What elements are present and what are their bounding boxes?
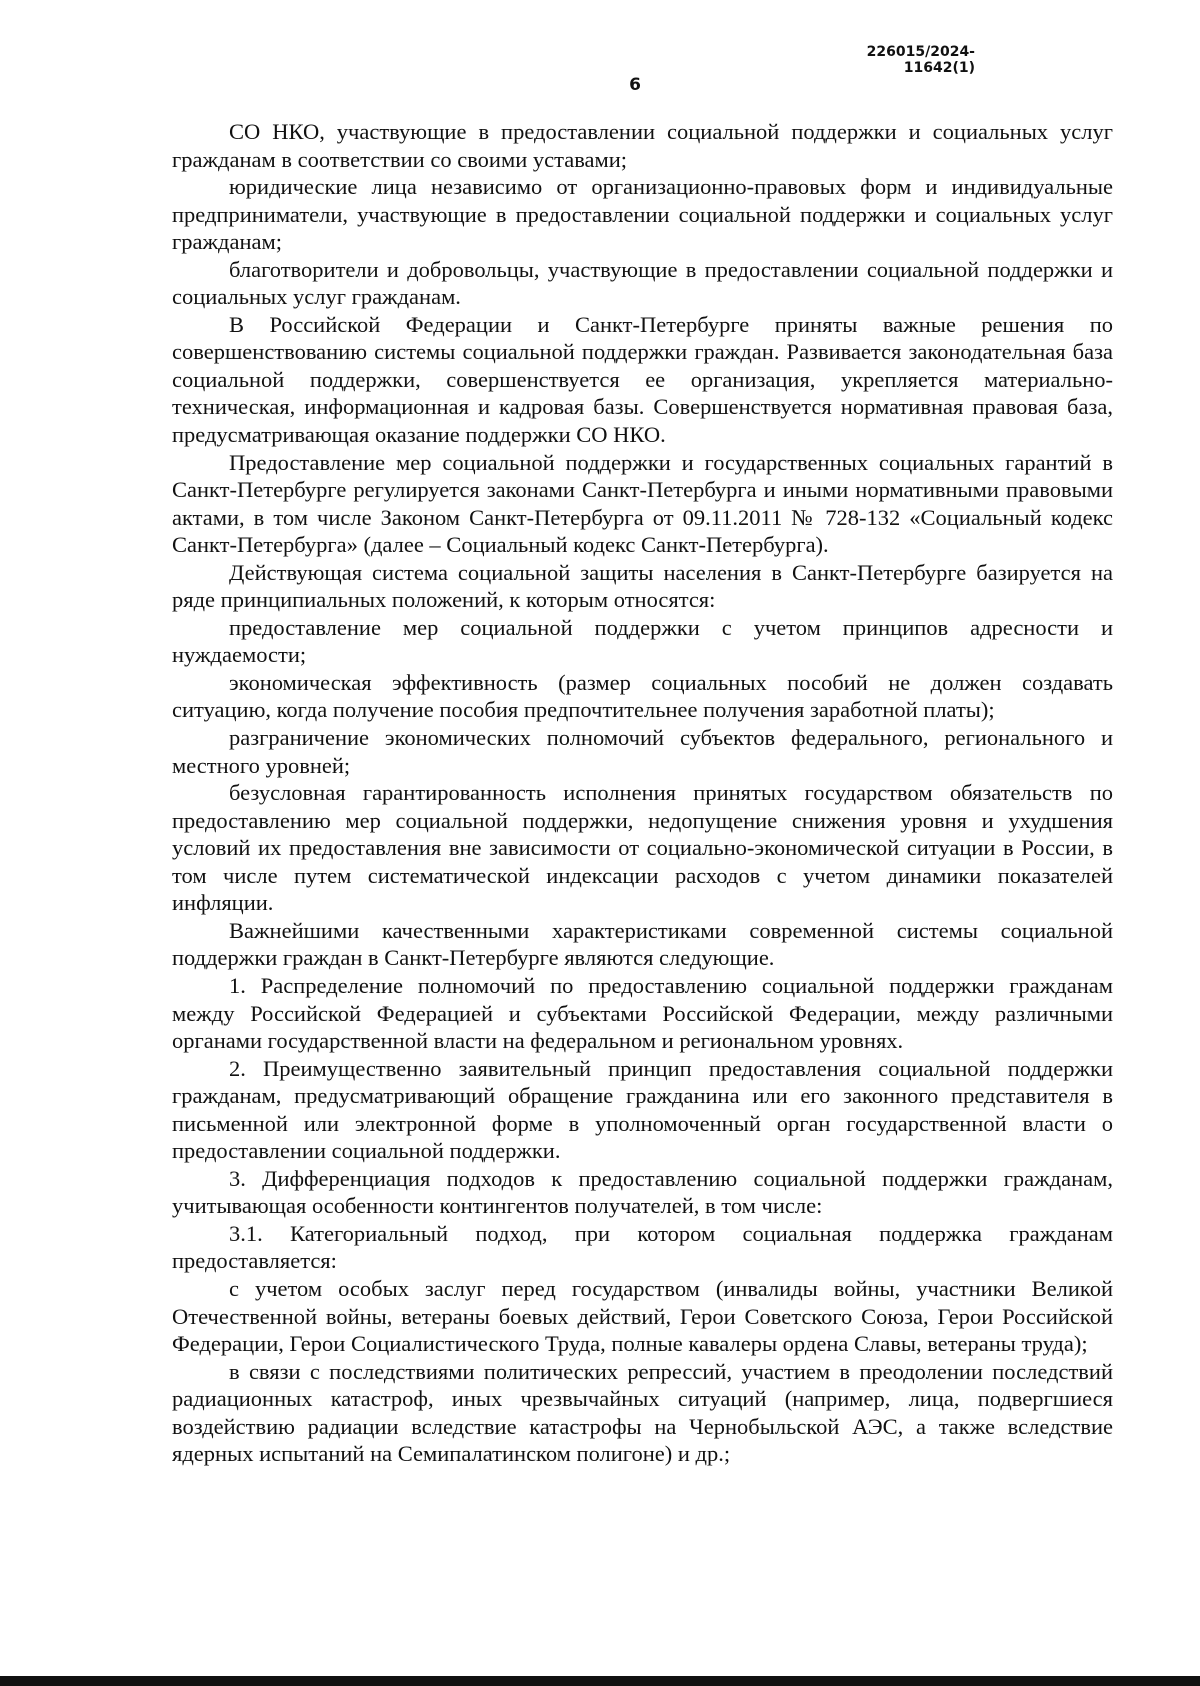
paragraph: Предоставление мер социальной поддержки и государственных социальных гарантий в Санкт-Петербурге регулируется законами Санкт-Петербурга и иными нормативными правовыми актами, в том числе Законом Санкт-Петербурга от 09.11.2011 № 728-132 «Социальный кодекс Санкт-Петербурга» (далее – Социальный кодекс Санкт-Петербурга).	[172, 449, 1113, 558]
paragraph: Действующая система социальной защиты населения в Санкт-Петербурге базируется на ряде принципиальных положений, к которым относятся:	[172, 559, 1113, 613]
paragraph: 3.1. Категориальный подход, при котором социальная поддержка гражданам предоставляется:	[172, 1220, 1113, 1274]
scan-bottom-edge	[0, 1676, 1200, 1686]
document-registration-number: 226015/2024-11642(1)	[866, 44, 975, 76]
paragraph: Важнейшими качественными характеристиками современной системы социальной поддержки граждан в Санкт-Петербурге являются следующие.	[172, 917, 1113, 971]
paragraph: экономическая эффективность (размер социальных пособий не должен создавать ситуацию, когда получение пособия предпочтительнее получения заработной платы);	[172, 669, 1113, 723]
paragraph: с учетом особых заслуг перед государством (инвалиды войны, участники Великой Отечественной войны, ветераны боевых действий, Герои Советского Союза, Герои Российской Федерации, Герои Социалистического Труда, полные кавалеры ордена Славы, ветераны труда);	[172, 1275, 1113, 1357]
paragraph: разграничение экономических полномочий субъектов федерального, регионального и местного уровней;	[172, 725, 1113, 778]
paragraph: юридические лица независимо от организационно-правовых форм и индивидуальные предприниматели, участвующие в предоставлении социальной поддержки и социальных услуг гражданам;	[172, 174, 1113, 255]
paragraph: В Российской Федерации и Санкт-Петербурге приняты важные решения по совершенствованию системы социальной поддержки граждан. Развивается законодательная база социальной поддержки, совершенствуется ее организация, укрепляется материально-техническая, информационная и кадровая базы. Совершенствуется нормативная правовая база, предусматривающая оказание поддержки СО НКО.	[172, 311, 1113, 448]
paragraph: безусловная гарантированность исполнения принятых государством обязательств по предоставлению мер социальной поддержки, недопущение снижения уровня и ухудшения условий их предоставления вне зависимости от социально-экономической ситуации в России, в том числе путем систематической индексации расходов с учетом динамики показателей инфляции.	[172, 780, 1113, 916]
paragraph: благотворители и добровольцы, участвующие в предоставлении социальной поддержки и социальных услуг гражданам.	[172, 256, 1113, 310]
paragraph: 2. Преимущественно заявительный принцип предоставления социальной поддержки гражданам, предусматривающий обращение гражданина или его законного представителя в письменной или электронной форме в уполномоченный орган государственной власти о предоставлении социальной поддержки.	[172, 1055, 1113, 1164]
paragraph: СО НКО, участвующие в предоставлении социальной поддержки и социальных услуг гражданам в соответствии со своими уставами;	[172, 119, 1113, 172]
paragraph: предоставление мер социальной поддержки с учетом принципов адресности и нуждаемости;	[172, 614, 1113, 668]
page-number: 6	[629, 75, 641, 95]
paragraph: в связи с последствиями политических репрессий, участием в преодолении последствий радиационных катастроф, иных чрезвычайных ситуаций (например, лица, подвергшиеся воздействию радиации вследствие катастрофы на Чернобыльской АЭС, а также вследствие ядерных испытаний на Семипалатинском полигоне) и др.;	[172, 1358, 1113, 1467]
document-body	[172, 118, 1113, 1468]
paragraph: 3. Дифференциация подходов к предоставлению социальной поддержки гражданам, учитывающая особенности контингентов получателей, в том числе:	[172, 1165, 1113, 1219]
paragraph: 1. Распределение полномочий по предоставлению социальной поддержки гражданам между Российской Федерацией и субъектами Российской Федерации, между различными органами государственной власти на федеральном и региональном уровнях.	[172, 972, 1113, 1054]
